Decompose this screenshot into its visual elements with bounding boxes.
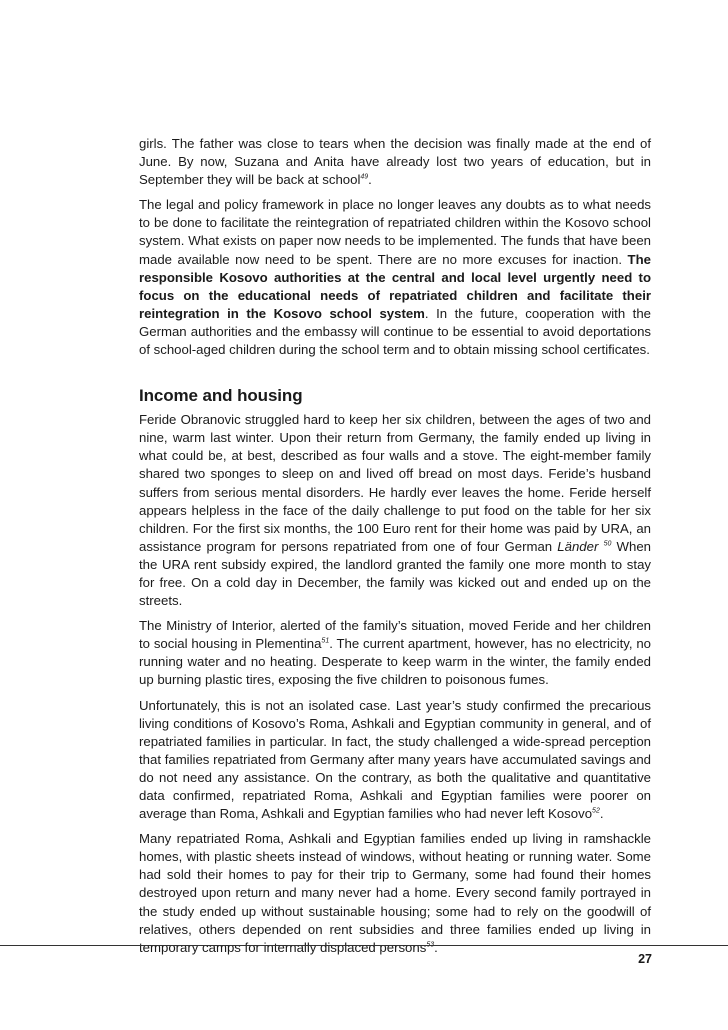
paragraph-feride-story xyxy=(139,411,651,610)
footnote-marker[interactable]: 49 xyxy=(360,173,369,181)
italic-term: Länder xyxy=(557,538,599,554)
paragraph-housing-conditions xyxy=(139,830,651,957)
emphasis-recommendation: The responsible Kosovo authorities at the central and local level urgently need to focus on the educational needs of repatriated children and facilitate their reintegration in the Kosovo school system xyxy=(139,251,651,321)
section-heading: Income and housing xyxy=(139,386,303,406)
paragraph-legal-framework xyxy=(139,196,651,359)
paragraph-text: . In the future, cooperation with the German authorities and the embassy will continue to be essential to avoid deportations of school-aged children during the school term and to obtain missing school certificates. xyxy=(139,305,652,358)
footnote-marker[interactable]: 53 xyxy=(426,941,435,949)
paragraph-text: . xyxy=(599,806,604,822)
paragraph-ministry xyxy=(139,617,651,689)
paragraph-text: Unfortunately, this is not an isolated case. Last year’s study confirmed the precarious living conditions of Kosovo’s Roma, Ashkali and Egyptian community in general, and of repatriated families in particular. In fact, the study challenged a wide-spread perception that families repatriated from Germany after many years have accumulated savings and do not need any assistance. On the contrary, as both the qualitative and quantitative data confirmed, repatriated Roma, Ashkali and Egyptian families were poorer on average than Roma, Ashkali and Egyptian families who had never left Kosovo xyxy=(139,697,651,822)
paragraph-text: Many repatriated Roma, Ashkali and Egyptian families ended up living in ramshackle homes, with plastic sheets instead of windows, without heating or running water. Some had sold their homes to pay for their trip to Germany, some had found their homes destroyed upon return and many never had a home. Every second family portrayed in the study ended up without sustainable housing; some had to rely on the goodwill of relatives, others depended on rent subsidies and three families ended up living in temporary camps for internally displaced persons xyxy=(139,831,651,955)
footnote-marker[interactable]: 52 xyxy=(592,807,600,815)
paragraph-text: girls. The father was close to tears when the decision was finally made at the end of June. By now, Suzana and Anita have already lost two years of education, but in September they will be back at school xyxy=(139,136,651,188)
paragraph-text: . xyxy=(368,172,372,188)
paragraph-text: Feride Obranovic struggled hard to keep her six children, between the ages of two and nine, warm last winter. Upon their return from Germany, the family ended up living in what could be, at best, described as four walls and a stove. The eight-member family shared two sponges to sleep on and lived off bread on most days. Feride’s husband suffers from serious mental disorders. He hardly ever leaves the home. Feride herself appears helpless in the face of the daily challenge to put food on the table for her six children. For the first six months, the 100 Euro rent for their home was paid by URA, an assistance program for persons repatriated from one of four German xyxy=(139,412,651,554)
paragraph-text: When the URA rent subsidy expired, the landlord granted the family one more month to stay for free. On a cold day in December, the family was kicked out and ended up on the streets. xyxy=(139,538,651,609)
paragraph-text: The Ministry of Interior, alerted of the family’s situation, moved Feride and her children to social housing in Plementina xyxy=(139,618,651,652)
paragraph-text: . xyxy=(434,939,438,955)
paragraph-text: . The current apartment, however, has no electricity, no running water and no heating. Desperate to keep warm in the winter, the family ended up burning plastic tires, exposing the five children to poisonous fumes. xyxy=(139,636,651,688)
footnote-marker[interactable]: 51 xyxy=(321,637,330,645)
page-number: 27 xyxy=(638,952,652,966)
paragraph-girls-school xyxy=(139,135,651,189)
page-body xyxy=(139,135,651,964)
paragraph-study-findings xyxy=(139,697,651,824)
footer-divider xyxy=(0,945,728,946)
footnote-marker[interactable]: 50 xyxy=(603,540,612,548)
paragraph-text: The legal and policy framework in place no longer leaves any doubts as to what needs to be done to facilitate the reintegration of repatriated children within the Kosovo school system. What exists on paper now needs to be implemented. The funds that have been made available now need to be spent. There are no more excuses for inaction. xyxy=(139,197,651,267)
